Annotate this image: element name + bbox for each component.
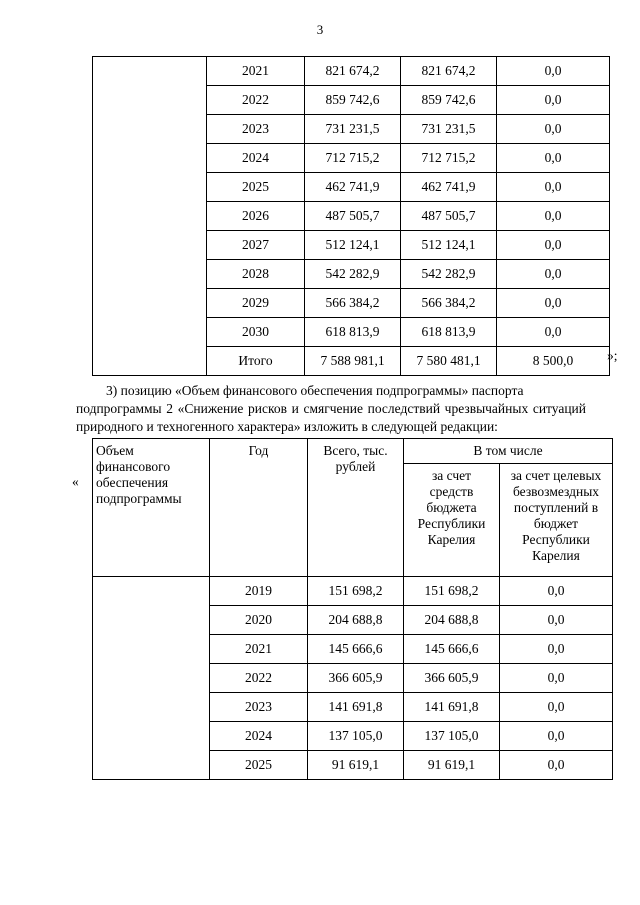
- cell-budget: 91 619,1: [404, 751, 500, 780]
- header-budget: [404, 464, 500, 577]
- cell-budget: 7 580 481,1: [401, 347, 497, 376]
- cell-total: 542 282,9: [305, 260, 401, 289]
- cell-year: 2025: [210, 751, 308, 780]
- cell-year: 2021: [207, 57, 305, 86]
- cell-year: 2023: [210, 693, 308, 722]
- cell-targeted: 0,0: [497, 115, 610, 144]
- amendment-paragraph: [76, 382, 586, 436]
- cell-total: 462 741,9: [305, 173, 401, 202]
- paragraph-text: подпрограммы 2 «Снижение рисков и смягчение последствий чрезвычайных ситуаций природного и техногенного характера» изложить в следующей редакции:: [76, 401, 586, 434]
- cell-year: 2026: [207, 202, 305, 231]
- header-year-text: Год: [248, 443, 269, 458]
- cell-targeted: 0,0: [500, 606, 613, 635]
- cell-targeted: 0,0: [497, 144, 610, 173]
- cell-year: 2025: [207, 173, 305, 202]
- cell-year: 2030: [207, 318, 305, 347]
- cell-budget: 542 282,9: [401, 260, 497, 289]
- cell-total: 366 605,9: [308, 664, 404, 693]
- cell-total: 7 588 981,1: [305, 347, 401, 376]
- cell-total: 137 105,0: [308, 722, 404, 751]
- table-row: [93, 577, 613, 606]
- cell-total: 91 619,1: [308, 751, 404, 780]
- label-cell: [93, 577, 210, 780]
- cell-year: Итого: [207, 347, 305, 376]
- cell-budget: 462 741,9: [401, 173, 497, 202]
- financing-table-continued: [92, 56, 610, 376]
- header-incl: [404, 439, 613, 464]
- cell-budget: 512 124,1: [401, 231, 497, 260]
- header-year: [210, 439, 308, 577]
- cell-total: 204 688,8: [308, 606, 404, 635]
- cell-targeted: 0,0: [500, 751, 613, 780]
- subprogram-financing-table: [92, 438, 613, 780]
- header-total-text: Всего, тыс. рублей: [323, 443, 388, 474]
- header-targeted-text: за счет целевых безвозмездных поступлений в бюджет Республики Карелия: [510, 468, 602, 563]
- cell-budget: 712 715,2: [401, 144, 497, 173]
- cell-total: 151 698,2: [308, 577, 404, 606]
- cell-total: 487 505,7: [305, 202, 401, 231]
- cell-budget: 366 605,9: [404, 664, 500, 693]
- label-cell: [93, 57, 207, 376]
- header-targeted: [500, 464, 613, 577]
- cell-year: 2024: [207, 144, 305, 173]
- header-incl-text: В том числе: [473, 443, 543, 458]
- table-row: [93, 57, 610, 86]
- cell-targeted: 0,0: [500, 577, 613, 606]
- header-label-text: Объем финансового обеспечения подпрограммы: [96, 443, 182, 506]
- opening-quote: «: [72, 474, 79, 489]
- cell-targeted: 0,0: [500, 664, 613, 693]
- cell-year: 2028: [207, 260, 305, 289]
- cell-targeted: 0,0: [497, 260, 610, 289]
- page-number: 3: [316, 22, 324, 37]
- cell-year: 2027: [207, 231, 305, 260]
- paragraph-first-line: 3) позицию «Объем финансового обеспечения подпрограммы» паспорта: [106, 383, 524, 398]
- cell-budget: 859 742,6: [401, 86, 497, 115]
- cell-budget: 204 688,8: [404, 606, 500, 635]
- cell-targeted: 0,0: [500, 722, 613, 751]
- cell-total: 731 231,5: [305, 115, 401, 144]
- cell-total: 145 666,6: [308, 635, 404, 664]
- cell-targeted: 0,0: [497, 202, 610, 231]
- cell-year: 2022: [207, 86, 305, 115]
- cell-targeted: 0,0: [497, 289, 610, 318]
- header-total: [308, 439, 404, 577]
- cell-budget: 566 384,2: [401, 289, 497, 318]
- closing-quote: »;: [607, 348, 618, 363]
- cell-year: 2022: [210, 664, 308, 693]
- table-header-row: [93, 439, 613, 464]
- cell-total: 859 742,6: [305, 86, 401, 115]
- cell-budget: 145 666,6: [404, 635, 500, 664]
- cell-year: 2024: [210, 722, 308, 751]
- cell-year: 2021: [210, 635, 308, 664]
- cell-total: 821 674,2: [305, 57, 401, 86]
- cell-targeted: 0,0: [497, 173, 610, 202]
- cell-targeted: 0,0: [497, 318, 610, 347]
- cell-budget: 731 231,5: [401, 115, 497, 144]
- cell-total: 618 813,9: [305, 318, 401, 347]
- cell-targeted: 0,0: [500, 635, 613, 664]
- cell-total: 566 384,2: [305, 289, 401, 318]
- cell-total: 712 715,2: [305, 144, 401, 173]
- cell-budget: 487 505,7: [401, 202, 497, 231]
- cell-budget: 137 105,0: [404, 722, 500, 751]
- cell-budget: 141 691,8: [404, 693, 500, 722]
- header-label: [93, 439, 210, 577]
- cell-targeted: 0,0: [497, 57, 610, 86]
- cell-budget: 151 698,2: [404, 577, 500, 606]
- cell-targeted: 0,0: [497, 86, 610, 115]
- cell-year: 2023: [207, 115, 305, 144]
- cell-year: 2020: [210, 606, 308, 635]
- header-budget-text: за счет средств бюджета Республики Карелия: [417, 468, 486, 547]
- cell-targeted: 0,0: [500, 693, 613, 722]
- cell-targeted: 8 500,0: [497, 347, 610, 376]
- cell-targeted: 0,0: [497, 231, 610, 260]
- cell-budget: 821 674,2: [401, 57, 497, 86]
- cell-budget: 618 813,9: [401, 318, 497, 347]
- cell-total: 512 124,1: [305, 231, 401, 260]
- cell-year: 2029: [207, 289, 305, 318]
- cell-year: 2019: [210, 577, 308, 606]
- cell-total: 141 691,8: [308, 693, 404, 722]
